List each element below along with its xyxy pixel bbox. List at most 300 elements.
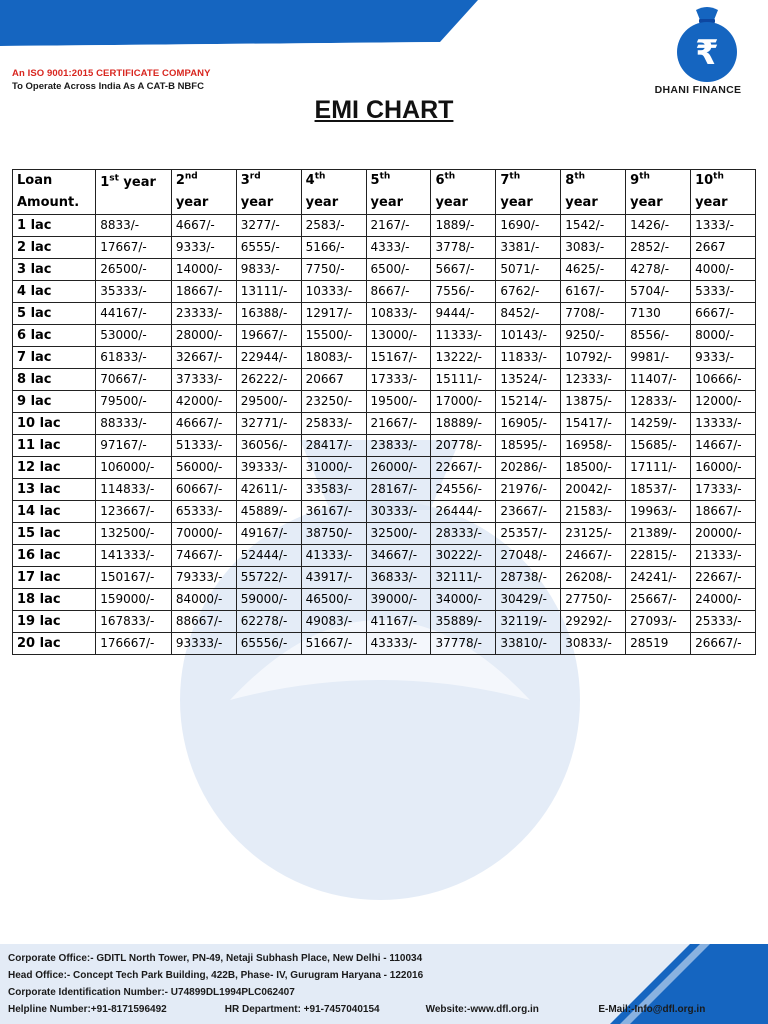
emi-cell: 74667/-: [171, 545, 236, 567]
emi-cell: 4625/-: [561, 259, 626, 281]
emi-cell: 22815/-: [626, 545, 691, 567]
emi-cell: 36833/-: [366, 567, 431, 589]
emi-cell: 51667/-: [301, 633, 366, 655]
emi-cell: 9981/-: [626, 347, 691, 369]
emi-cell: 31000/-: [301, 457, 366, 479]
emi-cell: 21667/-: [366, 413, 431, 435]
email-link[interactable]: E-Mail:-Info@dfl.org.in: [598, 1004, 706, 1015]
emi-cell: 20286/-: [496, 457, 561, 479]
emi-cell: 23667/-: [496, 501, 561, 523]
emi-cell: 14259/-: [626, 413, 691, 435]
emi-cell: 28417/-: [301, 435, 366, 457]
emi-cell: 84000/-: [171, 589, 236, 611]
emi-cell: 4278/-: [626, 259, 691, 281]
emi-cell: 1690/-: [496, 215, 561, 237]
loan-amount-cell: 3 lac: [13, 259, 96, 281]
emi-cell: 33583/-: [301, 479, 366, 501]
emi-cell: 27093/-: [626, 611, 691, 633]
emi-cell: 15500/-: [301, 325, 366, 347]
emi-cell: 20000/-: [691, 523, 756, 545]
emi-cell: 8452/-: [496, 303, 561, 325]
header-year-suffix: year: [118, 175, 156, 190]
emi-cell: 20778/-: [431, 435, 496, 457]
emi-cell: 27750/-: [561, 589, 626, 611]
emi-cell: 43333/-: [366, 633, 431, 655]
emi-cell: 17333/-: [691, 479, 756, 501]
loan-amount-cell: 16 lac: [13, 545, 96, 567]
emi-cell: 27048/-: [496, 545, 561, 567]
emi-cell: 9833/-: [236, 259, 301, 281]
header-line2: year: [500, 195, 533, 210]
emi-cell: 41167/-: [366, 611, 431, 633]
column-header-year-9: [626, 170, 691, 215]
loan-amount-cell: 11 lac: [13, 435, 96, 457]
emi-cell: 13333/-: [691, 413, 756, 435]
emi-cell: 70000/-: [171, 523, 236, 545]
emi-cell: 10666/-: [691, 369, 756, 391]
emi-cell: 79500/-: [96, 391, 172, 413]
emi-cell: 26208/-: [561, 567, 626, 589]
cin-number: Corporate Identification Number:- U74899DL1994PLC062407: [8, 987, 295, 998]
table-row: [13, 479, 756, 501]
emi-cell: 30833/-: [561, 633, 626, 655]
emi-cell: 28333/-: [431, 523, 496, 545]
emi-cell: 23125/-: [561, 523, 626, 545]
emi-cell: 2852/-: [626, 237, 691, 259]
column-header-year-1: [96, 170, 172, 215]
emi-cell: 65333/-: [171, 501, 236, 523]
emi-cell: 49167/-: [236, 523, 301, 545]
table-row: [13, 259, 756, 281]
emi-cell: 42000/-: [171, 391, 236, 413]
emi-cell: 2667: [691, 237, 756, 259]
header-year-number: 3: [240, 173, 250, 188]
emi-cell: 1542/-: [561, 215, 626, 237]
header-ordinal-suffix: th: [444, 171, 456, 182]
table-row: [13, 347, 756, 369]
loan-amount-cell: 17 lac: [13, 567, 96, 589]
emi-cell: 25667/-: [626, 589, 691, 611]
emi-cell: 8556/-: [626, 325, 691, 347]
emi-cell: 106000/-: [96, 457, 172, 479]
emi-cell: 32111/-: [431, 567, 496, 589]
emi-cell: 12333/-: [561, 369, 626, 391]
footer-contact-block: [8, 950, 705, 1018]
emi-cell: 15417/-: [561, 413, 626, 435]
column-header-year-7: [496, 170, 561, 215]
emi-cell: 18889/-: [431, 413, 496, 435]
emi-cell: 30429/-: [496, 589, 561, 611]
hr-department-number: HR Department: +91-7457040154: [224, 1004, 380, 1015]
loan-amount-cell: 7 lac: [13, 347, 96, 369]
emi-cell: 19667/-: [236, 325, 301, 347]
emi-cell: 5166/-: [301, 237, 366, 259]
emi-cell: 3083/-: [561, 237, 626, 259]
emi-cell: 7750/-: [301, 259, 366, 281]
emi-cell: 22667/-: [691, 567, 756, 589]
emi-cell: 21389/-: [626, 523, 691, 545]
emi-cell: 28738/-: [496, 567, 561, 589]
header-ordinal-suffix: th: [379, 171, 391, 182]
emi-cell: 5071/-: [496, 259, 561, 281]
brand-name: DHANI FINANCE: [654, 84, 742, 96]
svg-text:₹: ₹: [695, 33, 719, 73]
top-banner: [0, 0, 768, 62]
header-line2: year: [175, 195, 209, 210]
emi-cell: 26444/-: [431, 501, 496, 523]
header-year-number: 7: [500, 173, 510, 188]
emi-cell: 13000/-: [366, 325, 431, 347]
emi-cell: 35889/-: [431, 611, 496, 633]
loan-amount-cell: 13 lac: [13, 479, 96, 501]
emi-cell: 16958/-: [561, 435, 626, 457]
header-line2: Amount.: [17, 195, 80, 210]
emi-cell: 61833/-: [96, 347, 172, 369]
emi-cell: 21583/-: [561, 501, 626, 523]
emi-cell: 29292/-: [561, 611, 626, 633]
header-year-number: 8: [565, 173, 575, 188]
emi-cell: 43917/-: [301, 567, 366, 589]
emi-cell: 19963/-: [626, 501, 691, 523]
header-year-number: 6: [435, 173, 445, 188]
emi-cell: 6667/-: [691, 303, 756, 325]
header-line2: year: [630, 195, 663, 210]
emi-cell: 17333/-: [366, 369, 431, 391]
emi-cell: 18667/-: [171, 281, 236, 303]
emi-cell: 13111/-: [236, 281, 301, 303]
emi-cell: 32771/-: [236, 413, 301, 435]
header-line1: Loan: [17, 173, 53, 188]
nbfc-tagline: To Operate Across India As A CAT-B NBFC: [12, 81, 204, 92]
table-row: [13, 237, 756, 259]
column-header-year-3: [236, 170, 301, 215]
emi-cell: 9250/-: [561, 325, 626, 347]
loan-amount-cell: 2 lac: [13, 237, 96, 259]
rupee-bag-logo-icon: [672, 4, 742, 84]
emi-cell: 13524/-: [496, 369, 561, 391]
emi-cell: 3277/-: [236, 215, 301, 237]
emi-cell: 26000/-: [366, 457, 431, 479]
emi-cell: 26222/-: [236, 369, 301, 391]
header-ordinal-suffix: th: [574, 171, 586, 182]
table-row: [13, 589, 756, 611]
header-line2: year: [240, 195, 274, 210]
emi-cell: 2167/-: [366, 215, 431, 237]
table-row: [13, 325, 756, 347]
emi-cell: 88333/-: [96, 413, 172, 435]
emi-cell: 37778/-: [431, 633, 496, 655]
emi-cell: 11407/-: [626, 369, 691, 391]
loan-amount-cell: 8 lac: [13, 369, 96, 391]
emi-cell: 44167/-: [96, 303, 172, 325]
emi-cell: 51333/-: [171, 435, 236, 457]
emi-cell: 35333/-: [96, 281, 172, 303]
emi-cell: 24667/-: [561, 545, 626, 567]
emi-cell: 12833/-: [626, 391, 691, 413]
emi-cell: 46667/-: [171, 413, 236, 435]
emi-cell: 9333/-: [171, 237, 236, 259]
emi-cell: 15214/-: [496, 391, 561, 413]
emi-cell: 15167/-: [366, 347, 431, 369]
emi-cell: 167833/-: [96, 611, 172, 633]
emi-cell: 4333/-: [366, 237, 431, 259]
emi-cell: 5704/-: [626, 281, 691, 303]
emi-cell: 176667/-: [96, 633, 172, 655]
emi-cell: 15685/-: [626, 435, 691, 457]
emi-cell: 93333/-: [171, 633, 236, 655]
header-ordinal-suffix: nd: [184, 171, 198, 182]
emi-cell: 3381/-: [496, 237, 561, 259]
emi-cell: 150167/-: [96, 567, 172, 589]
loan-amount-cell: 12 lac: [13, 457, 96, 479]
emi-cell: 24241/-: [626, 567, 691, 589]
emi-cell: 34000/-: [431, 589, 496, 611]
table-row: [13, 567, 756, 589]
contact-row: [8, 1001, 705, 1018]
emi-cell: 4667/-: [171, 215, 236, 237]
emi-cell: 22667/-: [431, 457, 496, 479]
table-row: [13, 501, 756, 523]
header-line2: year: [435, 195, 468, 210]
header-ordinal-suffix: th: [639, 171, 650, 182]
loan-amount-cell: 5 lac: [13, 303, 96, 325]
emi-cell: 3778/-: [431, 237, 496, 259]
header-ordinal-suffix: th: [314, 171, 326, 182]
emi-cell: 132500/-: [96, 523, 172, 545]
emi-cell: 14000/-: [171, 259, 236, 281]
emi-cell: 16905/-: [496, 413, 561, 435]
corporate-office-address: Corporate Office:- GDITL North Tower, PN-49, Netaji Subhash Place, New Delhi - 110034: [8, 953, 423, 964]
emi-cell: 18500/-: [561, 457, 626, 479]
emi-cell: 42611/-: [236, 479, 301, 501]
emi-cell: 32119/-: [496, 611, 561, 633]
emi-cell: 7130: [626, 303, 691, 325]
emi-cell: 79333/-: [171, 567, 236, 589]
iso-certificate-text: An ISO 9001:2015 CERTIFICATE COMPANY: [12, 68, 211, 79]
emi-cell: 11833/-: [496, 347, 561, 369]
emi-cell: 29500/-: [236, 391, 301, 413]
emi-cell: 123667/-: [96, 501, 172, 523]
emi-cell: 28000/-: [171, 325, 236, 347]
emi-cell: 32667/-: [171, 347, 236, 369]
emi-cell: 41333/-: [301, 545, 366, 567]
emi-cell: 37333/-: [171, 369, 236, 391]
emi-cell: 12917/-: [301, 303, 366, 325]
loan-amount-cell: 19 lac: [13, 611, 96, 633]
emi-cell: 1426/-: [626, 215, 691, 237]
emi-cell: 6167/-: [561, 281, 626, 303]
column-header-year-5: [366, 170, 431, 215]
emi-cell: 5333/-: [691, 281, 756, 303]
emi-cell: 36167/-: [301, 501, 366, 523]
emi-cell: 25833/-: [301, 413, 366, 435]
emi-cell: 14667/-: [691, 435, 756, 457]
loan-amount-cell: 6 lac: [13, 325, 96, 347]
emi-cell: 20667: [301, 369, 366, 391]
header-line2: year: [565, 195, 598, 210]
emi-cell: 141333/-: [96, 545, 172, 567]
emi-cell: 17667/-: [96, 237, 172, 259]
emi-cell: 1333/-: [691, 215, 756, 237]
emi-cell: 23333/-: [171, 303, 236, 325]
emi-cell: 10143/-: [496, 325, 561, 347]
emi-cell: 17000/-: [431, 391, 496, 413]
emi-cell: 23250/-: [301, 391, 366, 413]
header-year-number: 1: [100, 175, 110, 190]
loan-amount-cell: 9 lac: [13, 391, 96, 413]
loan-amount-cell: 1 lac: [13, 215, 96, 237]
emi-cell: 28519: [626, 633, 691, 655]
emi-cell: 114833/-: [96, 479, 172, 501]
column-header-year-10: [691, 170, 756, 215]
column-header-loan-amount: [13, 170, 96, 215]
emi-cell: 36056/-: [236, 435, 301, 457]
emi-cell: 10833/-: [366, 303, 431, 325]
loan-amount-cell: 4 lac: [13, 281, 96, 303]
emi-cell: 56000/-: [171, 457, 236, 479]
emi-cell: 5667/-: [431, 259, 496, 281]
emi-cell: 24000/-: [691, 589, 756, 611]
header-ordinal-suffix: rd: [249, 171, 261, 182]
emi-cell: 16000/-: [691, 457, 756, 479]
emi-cell: 38750/-: [301, 523, 366, 545]
header-line2: year: [695, 195, 728, 210]
head-office-address: Head Office:- Concept Tech Park Building, 422B, Phase- IV, Gurugram Haryana - 122016: [8, 970, 424, 981]
emi-cell: 70667/-: [96, 369, 172, 391]
emi-cell: 10792/-: [561, 347, 626, 369]
emi-cell: 39000/-: [366, 589, 431, 611]
emi-cell: 30333/-: [366, 501, 431, 523]
emi-cell: 7708/-: [561, 303, 626, 325]
emi-cell: 15111/-: [431, 369, 496, 391]
table-row: [13, 303, 756, 325]
header-ordinal-suffix: th: [713, 171, 724, 182]
emi-cell: 49083/-: [301, 611, 366, 633]
emi-cell: 20042/-: [561, 479, 626, 501]
emi-cell: 13222/-: [431, 347, 496, 369]
table-row: [13, 545, 756, 567]
emi-cell: 26667/-: [691, 633, 756, 655]
loan-amount-cell: 20 lac: [13, 633, 96, 655]
emi-cell: 25333/-: [691, 611, 756, 633]
emi-cell: 2583/-: [301, 215, 366, 237]
emi-cell: 16388/-: [236, 303, 301, 325]
helpline-number: Helpline Number:+91-8171596492: [8, 1004, 167, 1015]
emi-cell: 65556/-: [236, 633, 301, 655]
page-title: EMI CHART: [314, 96, 454, 124]
header-year-number: 2: [175, 173, 185, 188]
emi-cell: 7556/-: [431, 281, 496, 303]
emi-cell: 45889/-: [236, 501, 301, 523]
header-year-number: 9: [630, 173, 640, 188]
emi-cell: 159000/-: [96, 589, 172, 611]
emi-cell: 8667/-: [366, 281, 431, 303]
header-line2: year: [305, 195, 339, 210]
loan-amount-cell: 18 lac: [13, 589, 96, 611]
emi-cell: 6555/-: [236, 237, 301, 259]
emi-cell: 1889/-: [431, 215, 496, 237]
table-row: [13, 457, 756, 479]
emi-cell: 23833/-: [366, 435, 431, 457]
emi-cell: 8000/-: [691, 325, 756, 347]
emi-cell: 9333/-: [691, 347, 756, 369]
header-year-number: 5: [370, 173, 380, 188]
emi-cell: 4000/-: [691, 259, 756, 281]
emi-cell: 97167/-: [96, 435, 172, 457]
table-header-row: [13, 170, 756, 215]
emi-cell: 18667/-: [691, 501, 756, 523]
table-row: [13, 369, 756, 391]
emi-cell: 52444/-: [236, 545, 301, 567]
table-row: [13, 281, 756, 303]
emi-cell: 46500/-: [301, 589, 366, 611]
table-row: [13, 391, 756, 413]
column-header-year-6: [431, 170, 496, 215]
emi-cell: 21333/-: [691, 545, 756, 567]
emi-cell: 33810/-: [496, 633, 561, 655]
emi-cell: 28167/-: [366, 479, 431, 501]
table-row: [13, 215, 756, 237]
website-link[interactable]: Website:-www.dfl.org.in: [425, 1004, 539, 1015]
header-year-number: 10: [695, 173, 714, 188]
emi-cell: 17111/-: [626, 457, 691, 479]
emi-cell: 19500/-: [366, 391, 431, 413]
emi-cell: 88667/-: [171, 611, 236, 633]
header-ordinal-suffix: th: [509, 171, 521, 182]
emi-cell: 25357/-: [496, 523, 561, 545]
emi-cell: 6762/-: [496, 281, 561, 303]
emi-table: [12, 169, 756, 655]
loan-amount-cell: 15 lac: [13, 523, 96, 545]
column-header-year-2: [171, 170, 236, 215]
emi-cell: 11333/-: [431, 325, 496, 347]
emi-cell: 8833/-: [96, 215, 172, 237]
emi-cell: 18595/-: [496, 435, 561, 457]
loan-amount-cell: 14 lac: [13, 501, 96, 523]
emi-cell: 24556/-: [431, 479, 496, 501]
emi-cell: 34667/-: [366, 545, 431, 567]
emi-cell: 55722/-: [236, 567, 301, 589]
emi-cell: 18537/-: [626, 479, 691, 501]
table-row: [13, 413, 756, 435]
header-year-number: 4: [305, 173, 315, 188]
header-line2: year: [370, 195, 404, 210]
table-row: [13, 435, 756, 457]
emi-cell: 60667/-: [171, 479, 236, 501]
emi-cell: 32500/-: [366, 523, 431, 545]
emi-cell: 6500/-: [366, 259, 431, 281]
table-row: [13, 611, 756, 633]
emi-cell: 53000/-: [96, 325, 172, 347]
emi-cell: 10333/-: [301, 281, 366, 303]
emi-cell: 9444/-: [431, 303, 496, 325]
loan-amount-cell: 10 lac: [13, 413, 96, 435]
table-body: [13, 215, 756, 655]
emi-cell: 62278/-: [236, 611, 301, 633]
emi-cell: 21976/-: [496, 479, 561, 501]
table-row: [13, 523, 756, 545]
emi-cell: 18083/-: [301, 347, 366, 369]
column-header-year-8: [561, 170, 626, 215]
column-header-year-4: [301, 170, 366, 215]
emi-cell: 22944/-: [236, 347, 301, 369]
header-ordinal-suffix: st: [109, 173, 119, 184]
emi-cell: 13875/-: [561, 391, 626, 413]
emi-cell: 59000/-: [236, 589, 301, 611]
emi-cell: 39333/-: [236, 457, 301, 479]
emi-cell: 30222/-: [431, 545, 496, 567]
table-row: [13, 633, 756, 655]
